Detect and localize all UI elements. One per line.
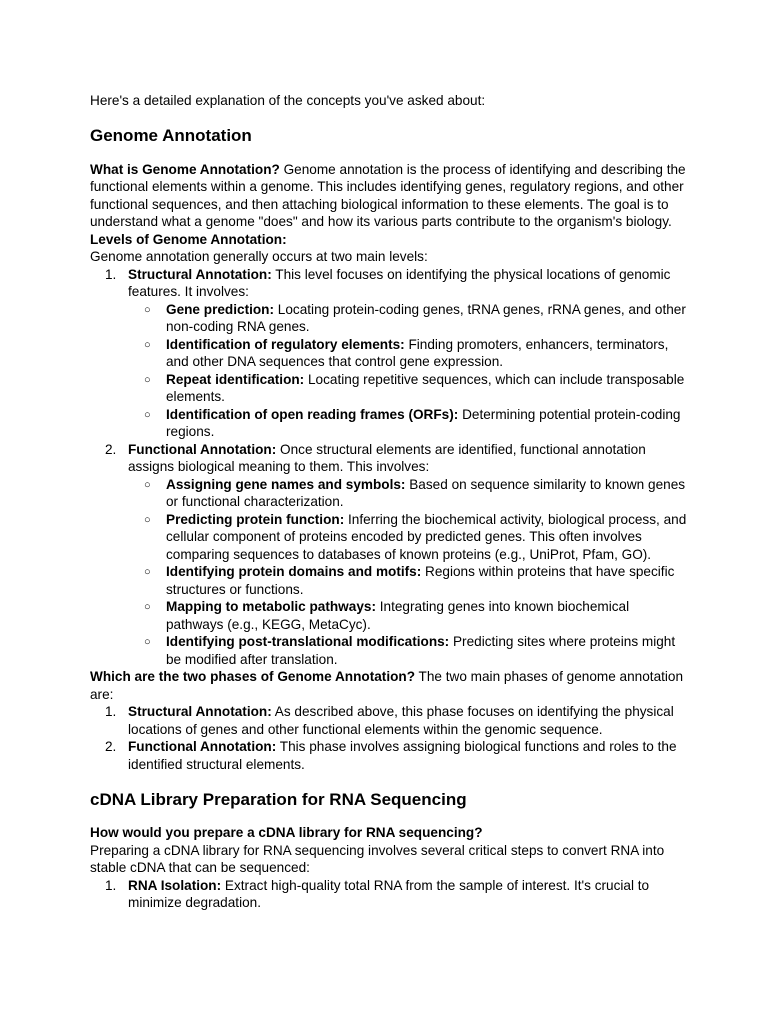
- bullet-icon: ○: [144, 373, 151, 386]
- what-is-text: Genome annotation is the process of identifying and describing the functional elements within a genome. This includes identifying genes, regulatory regions, and other functional sequences, and then attaching biological information to these elements. The goal is to understand what a genome "does" and how its various parts contribute to the organism's biology.: [90, 161, 686, 229]
- cdna-question: How would you prepare a cDNA library for RNA sequencing?: [90, 825, 483, 840]
- what-is-paragraph: [90, 161, 690, 231]
- bullet-icon: ○: [144, 601, 151, 613]
- cdna-intro: Preparing a cDNA library for RNA sequencing involves several critical steps to convert RNA into stable cDNA that can be sequenced:: [90, 842, 665, 875]
- level-label: Functional Annotation:: [128, 441, 277, 457]
- bullet-item: ○ Identifying post-translational modifications: Predicting sites where proteins might be modified after translation.: [144, 634, 676, 667]
- phases-text: The two main phases of genome annotation are:: [90, 669, 684, 702]
- level-item-functional: [90, 441, 690, 669]
- list-number: 1.: [105, 266, 117, 282]
- level-text: Once structural elements are identified, functional annotation assigns biological meaning to them. This involves:: [128, 441, 646, 474]
- phases-list: [90, 703, 690, 773]
- bullet-item: ○ Identification of open reading frames (ORFs): Determining potential protein-coding regions.: [144, 406, 681, 439]
- bullet-item: ○ Gene prediction: Locating protein-coding genes, tRNA genes, rRNA genes, and other non-coding RNA genes.: [144, 301, 686, 334]
- bullet-icon: ○: [144, 338, 151, 351]
- bullet-item: ○ Mapping to metabolic pathways: Integrating genes into known biochemical pathways (e.g., KEGG, MetaCyc).: [144, 599, 630, 632]
- bullet-item: ○ Repeat identification: Locating repetitive sequences, which can include transposable elements.: [144, 371, 685, 404]
- bullet-icon: ○: [144, 303, 151, 316]
- phases-label: Which are the two phases of Genome Annotation?: [90, 669, 416, 684]
- bullet-icon: ○: [144, 408, 151, 421]
- bullet-item: ○ Assigning gene names and symbols: Based on sequence similarity to known genes or functional characterization.: [144, 476, 686, 509]
- intro-text: Here's a detailed explanation of the concepts you've asked about:: [90, 93, 486, 108]
- level-label: Structural Annotation:: [128, 266, 272, 282]
- cdna-heading: cDNA Library Preparation for RNA Sequencing: [90, 790, 467, 809]
- what-is-label: What is Genome Annotation?: [90, 161, 280, 177]
- list-number: 2.: [105, 739, 117, 754]
- functional-bullets: [128, 476, 690, 669]
- bullet-icon: ○: [144, 513, 151, 526]
- cdna-steps-list: [90, 877, 690, 912]
- level-item-structural: [90, 266, 690, 441]
- level-text: This level focuses on identifying the physical locations of genomic features. It involves:: [128, 266, 671, 299]
- levels-intro: Genome annotation generally occurs at two main levels:: [90, 249, 428, 264]
- structural-bullets: [128, 301, 690, 441]
- list-number: 1.: [105, 877, 117, 893]
- bullet-icon: ○: [144, 566, 151, 578]
- genome-annotation-heading: Genome Annotation: [90, 125, 252, 145]
- document-body: [90, 92, 690, 912]
- bullet-icon: ○: [144, 478, 151, 491]
- cdna-step-item: 1. RNA Isolation: Extract high-quality total RNA from the sample of interest. It's crucial to minimize degradation.: [105, 877, 650, 910]
- phases-paragraph: [90, 668, 690, 703]
- bullet-item: ○ Identifying protein domains and motifs: Regions within proteins that have specific structures or functions.: [144, 564, 675, 597]
- bullet-item: ○ Identification of regulatory elements: Finding promoters, enhancers, terminators, and other DNA sequences that control gene expression.: [144, 336, 669, 369]
- levels-list: [90, 266, 690, 669]
- phase-item: 2. Functional Annotation: This phase involves assigning biological functions and roles to the identified structural elements.: [105, 739, 677, 772]
- list-number: 1.: [105, 704, 117, 719]
- bullet-item: ○ Predicting protein function: Inferring the biochemical activity, biological process, and cellular component of proteins encoded by predicted genes. This often involves comparing sequences to databases of known proteins (e.g., UniProt, Pfam, GO).: [144, 511, 687, 562]
- phase-item: 1. Structural Annotation: As described above, this phase focuses on identifying the physical locations of genes and other functional elements within the genomic sequence.: [105, 704, 674, 737]
- bullet-icon: ○: [144, 636, 151, 648]
- list-number: 2.: [105, 441, 117, 457]
- levels-heading: Levels of Genome Annotation:: [90, 231, 287, 247]
